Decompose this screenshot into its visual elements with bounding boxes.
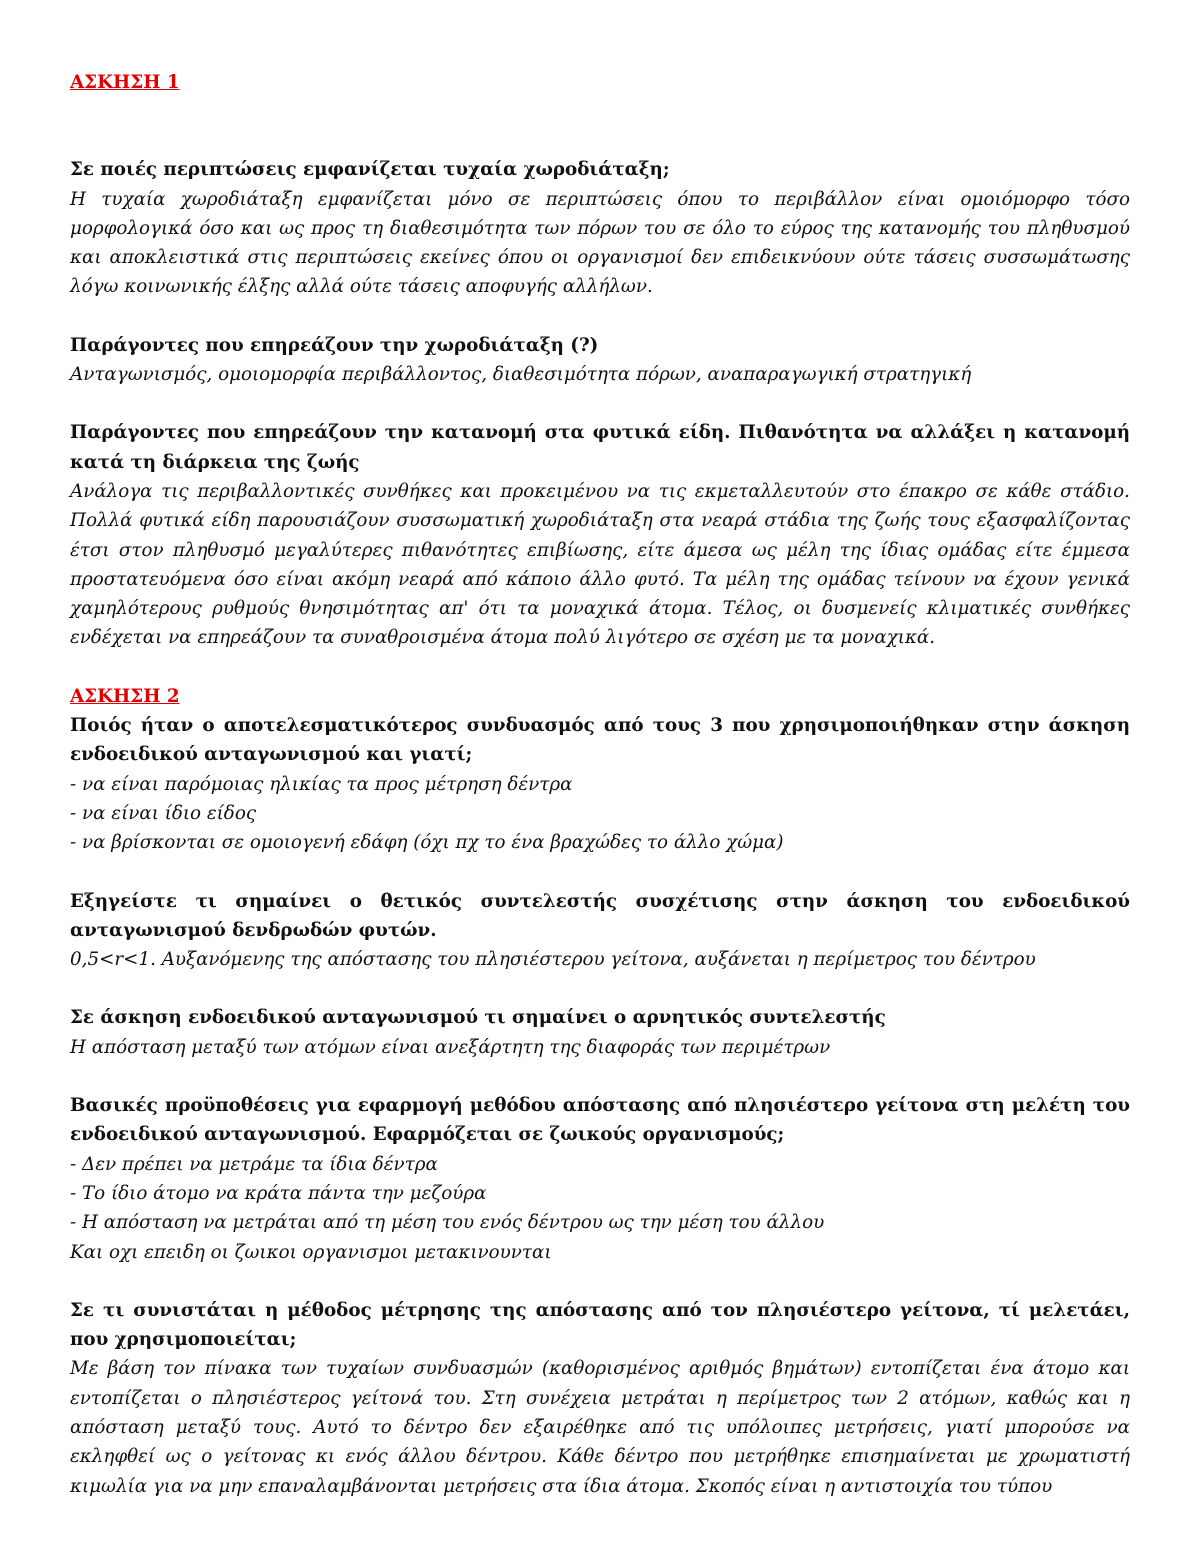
exercise-2-heading: ΑΣΚΗΣΗ 2: [70, 685, 180, 707]
spacer: [70, 389, 1130, 418]
spacer: [70, 97, 1130, 155]
spacer: [70, 302, 1130, 331]
spacer: [70, 858, 1130, 887]
question-method-prerequisites: Βασικές προϋποθέσεις για εφαρμογή μεθόδου απόστασης από πλησιέστερο γείτονα στη μελέτη του ενδοειδικού ανταγωνισμού. Εφαρμόζεται σε ζωικούς οργανισμούς;: [70, 1095, 1130, 1146]
list-item: - να βρίσκονται σε ομοιογενή εδάφη (όχι πχ το ένα βραχώδες το άλλο χώμα): [70, 832, 784, 854]
spacer: [70, 1062, 1130, 1091]
question-plant-distribution: Παράγοντες που επηρεάζουν την κατανομή στα φυτικά είδη. Πιθανότητα να αλλάξει η κατανομή κατά τη διάρκεια της ζωής: [70, 422, 1130, 473]
document-content: [70, 68, 1130, 1501]
list-item: - Η απόσταση να μετράται από τη μέση του ενός δέντρου ως την μέση του άλλου: [70, 1212, 825, 1234]
list-item: Και οχι επειδη οι ζωικοι οργανισμοι μετακινουνται: [70, 1241, 552, 1263]
list-item: - Το ίδιο άτομο να κράτα πάντα την μεζούρα: [70, 1182, 487, 1204]
answer-negative-correlation: Η απόσταση μεταξύ των ατόμων είναι ανεξάρτητη της διαφοράς των περιμέτρων: [70, 1036, 831, 1058]
answer-positive-correlation: 0,5<r<1. Αυξανόμενης της απόστασης του πλησιέστερου γείτονα, αυξάνεται η περίμετρος του δέντρου: [70, 949, 1036, 971]
exercise-1-heading: ΑΣΚΗΣΗ 1: [70, 72, 180, 93]
spacer: [70, 974, 1130, 1003]
question-negative-correlation: Σε άσκηση ενδοειδικού ανταγωνισμού τι σημαίνει ο αρνητικός συντελεστής: [70, 1007, 886, 1029]
spacer: [70, 1267, 1130, 1296]
spacer: [70, 653, 1130, 682]
question-best-combination: Ποιός ήταν ο αποτελεσματικότερος συνδυασμός από τους 3 που χρησιμοποιήθηκαν στην άσκηση ενδοειδικού ανταγωνισμού και γιατί;: [70, 715, 1130, 766]
question-random-distribution: Σε ποιές περιπτώσεις εμφανίζεται τυχαία χωροδιάταξη;: [70, 159, 670, 181]
answer-distribution-factors: Ανταγωνισμός, ομοιομορφία περιβάλλοντος, διαθεσιμότητα πόρων, αναπαραγωγική στρατηγική: [70, 364, 972, 386]
answer-nearest-neighbor-method: Με βάση τον πίνακα των τυχαίων συνδυασμών (καθορισμένος αριθμός βημάτων) εντοπίζεται ένα άτομο και εντοπίζεται ο πλησιέστερος γείτονά του. Στη συνέχεια μετράται η περίμετρος των 2 ατόμων, καθώς και η απόσταση μεταξύ τους. Αυτό το δέντρο δεν εξαιρέθηκε από τις υπόλοιπες μετρήσεις, γιατί μπορούσε να εκληφθεί ως ο γείτονας κι ενός άλλου δέντρου. Κάθε δέντρο που μετρήθηκε επισημαίνεται με χρωματιστή κιμωλία για να μην επαναλαμβάνονται μετρήσεις στα ίδια άτομα. Σκοπός είναι η αντιστοιχία του τύπου: [70, 1358, 1130, 1497]
answer-random-distribution: Η τυχαία χωροδιάταξη εμφανίζεται μόνο σε περιπτώσεις όπου το περιβάλλον είναι ομοιόμορφο τόσο μορφολογικά όσο και ως προς τη διαθεσιμότητα των πόρων του σε όλο το εύρος της κατανομής του πληθυσμού και αποκλειστικά στις περιπτώσεις εκείνες όπου οι οργανισμοί δεν επιδεικνύουν ούτε τάσεις συσσωμάτωσης λόγω κοινωνικής έλξης αλλά ούτε τάσεις αποφυγής αλλήλων.: [70, 188, 1130, 298]
list-item: - να είναι ίδιο είδος: [70, 802, 257, 824]
question-nearest-neighbor-method: Σε τι συνιστάται η μέθοδος μέτρησης της απόστασης από τον πλησιέστερο γείτονα, τί μελετάει, που χρησιμοποιείται;: [70, 1299, 1130, 1351]
list-item: - Δεν πρέπει να μετράμε τα ίδια δέντρα: [70, 1153, 438, 1175]
list-item: - να είναι παρόμοιας ηλικίας τα προς μέτρηση δέντρα: [70, 773, 573, 795]
question-positive-correlation: Εξηγείστε τι σημαίνει ο θετικός συντελεστής συσχέτισης στην άσκηση του ενδοειδικού ανταγωνισμού δενδρωδών φυτών.: [70, 890, 1130, 941]
question-distribution-factors: Παράγοντες που επηρεάζουν την χωροδιάταξη (?): [70, 334, 599, 356]
answer-plant-distribution: Ανάλογα τις περιβαλλοντικές συνθήκες και προκειμένου να τις εκμεταλλευτούν στο έπακρο σε κάθε στάδιο. Πολλά φυτικά είδη παρουσιάζουν συσσωματική χωροδιάταξη στα νεαρά στάδια της ζωής τους εξασφαλίζοντας έτσι στον πληθυσμό μεγαλύτερες πιθανότητες επιβίωσης, είτε άμεσα ως μέλη της ίδιας ομάδας είτε έμμεσα προστατευόμενα όσο είναι ακόμη νεαρά από κάποιο άλλο φυτό. Τα μέλη της ομάδας τείνουν να έχουν γενικά χαμηλότερους ρυθμούς θνησιμότητας απ' ότι τα μοναχικά άτομα. Τέλος, οι δυσμενείς κλιματικές συνθήκες ενδέχεται να επηρεάζουν τα συναθροισμένα άτομα πολύ λιγότερο σε σχέση με τα μοναχικά.: [70, 480, 1130, 649]
